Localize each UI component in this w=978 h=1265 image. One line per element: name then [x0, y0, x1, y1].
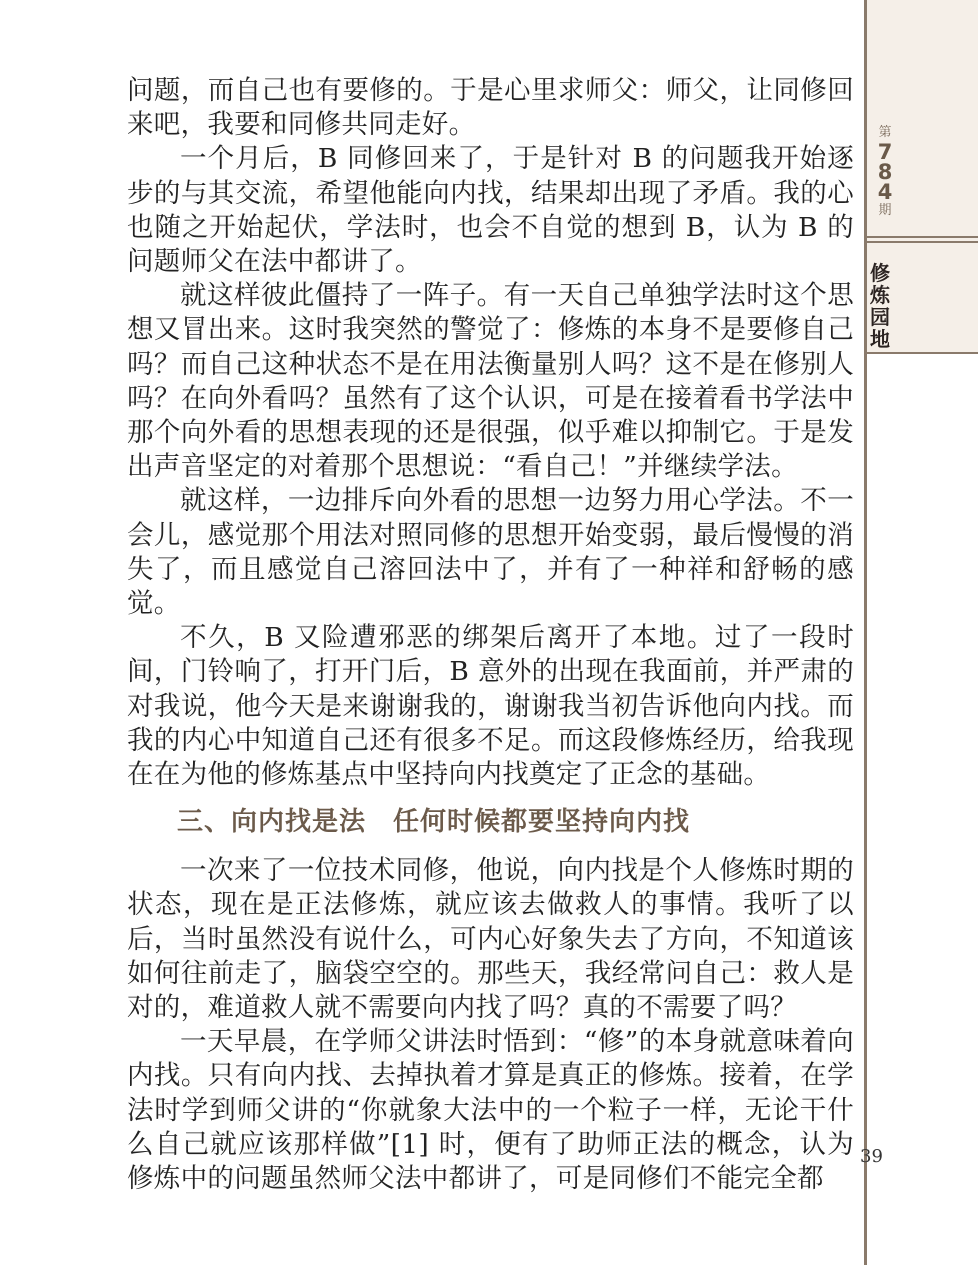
- paragraph: 一次来了一位技术同修，他说，向内找是个人修炼时期的状态，现在是正法修炼，就应该去做救人的事情。我听了以后，当时虽然没有说什么，可内心好象失去了方向，不知道该如何往前走了，脑袋空空的。那些天，我经常问自己：救人是对的，难道救人就不需要向内找了吗？真的不需要了吗？: [127, 855, 854, 1024]
- section-heading: 三、向内找是法 任何时候都要坚持向内找: [177, 807, 691, 838]
- paragraph: 就这样彼此僵持了一阵子。有一天自己单独学法时这个思想又冒出来。这时我突然的警觉了：修炼的本身不是要修自己吗？而自己这种状态不是在用法衡量别人吗？这不是在修别人吗？在向外看吗？虽然有了这个认识，可是在接着看书学法中那个向外看的思想表现的还是很强，似乎难以抑制它。于是发出声音坚定的对着那个思想说：“看自己！”并继续学法。: [127, 280, 854, 483]
- paragraph: 就这样，一边排斥向外看的思想一边努力用心学法。不一会儿，感觉那个用法对照同修的思想开始变弱，最后慢慢的消失了，而且感觉自己溶回法中了，并有了一种祥和舒畅的感觉。: [127, 485, 854, 620]
- divider-rule: [864, 352, 978, 354]
- issue-suffix: 期: [878, 203, 892, 218]
- paragraph: 问题，而自己也有要修的。于是心里求师父：师父，让同修回来吧，我要和同修共同走好。: [127, 75, 854, 141]
- divider-rule: [864, 236, 978, 238]
- paragraph: 不久，B 又险遭邪恶的绑架后离开了本地。过了一段时间，门铃响了，打开门后，B 意外的出现在我面前，并严肃的对我说，他今天是来谢谢我的，谢谢我当初告诉他向内找。而我的内心中知道自己还有很多不足。而这段修炼经历，给我现在在为他的修炼基点中坚持向内找奠定了正念的基础。: [127, 622, 854, 791]
- issue-prefix: 第: [878, 125, 892, 140]
- article-body: [127, 74, 854, 1196]
- page-number: 39: [860, 1146, 883, 1167]
- vertical-rule: [864, 0, 867, 1265]
- paragraph: 一天早晨，在学师父讲法时悟到：“修”的本身就意味着向内找。只有向内找、去掉执着才算是真正的修炼。接着，在学法时学到师父讲的“你就象大法中的一个粒子一样，无论干什么自己就应该那样做”[1] 时，便有了助师正法的概念，认为修炼中的问题虽然师父法中都讲了，可是同修们不能完全都: [127, 1026, 854, 1195]
- divider-rule: [864, 241, 978, 243]
- paragraph: 一个月后，B 同修回来了，于是针对 B 的问题我开始逐步的与其交流，希望他能向内找，结果却出现了矛盾。我的心也随之开始起伏，学法时，也会不自觉的想到 B，认为 B 的问题师父在法中都讲了。: [127, 143, 854, 278]
- issue-number: 784: [877, 140, 893, 204]
- issue-label: [870, 124, 900, 220]
- section-title: 修炼园地: [870, 261, 890, 351]
